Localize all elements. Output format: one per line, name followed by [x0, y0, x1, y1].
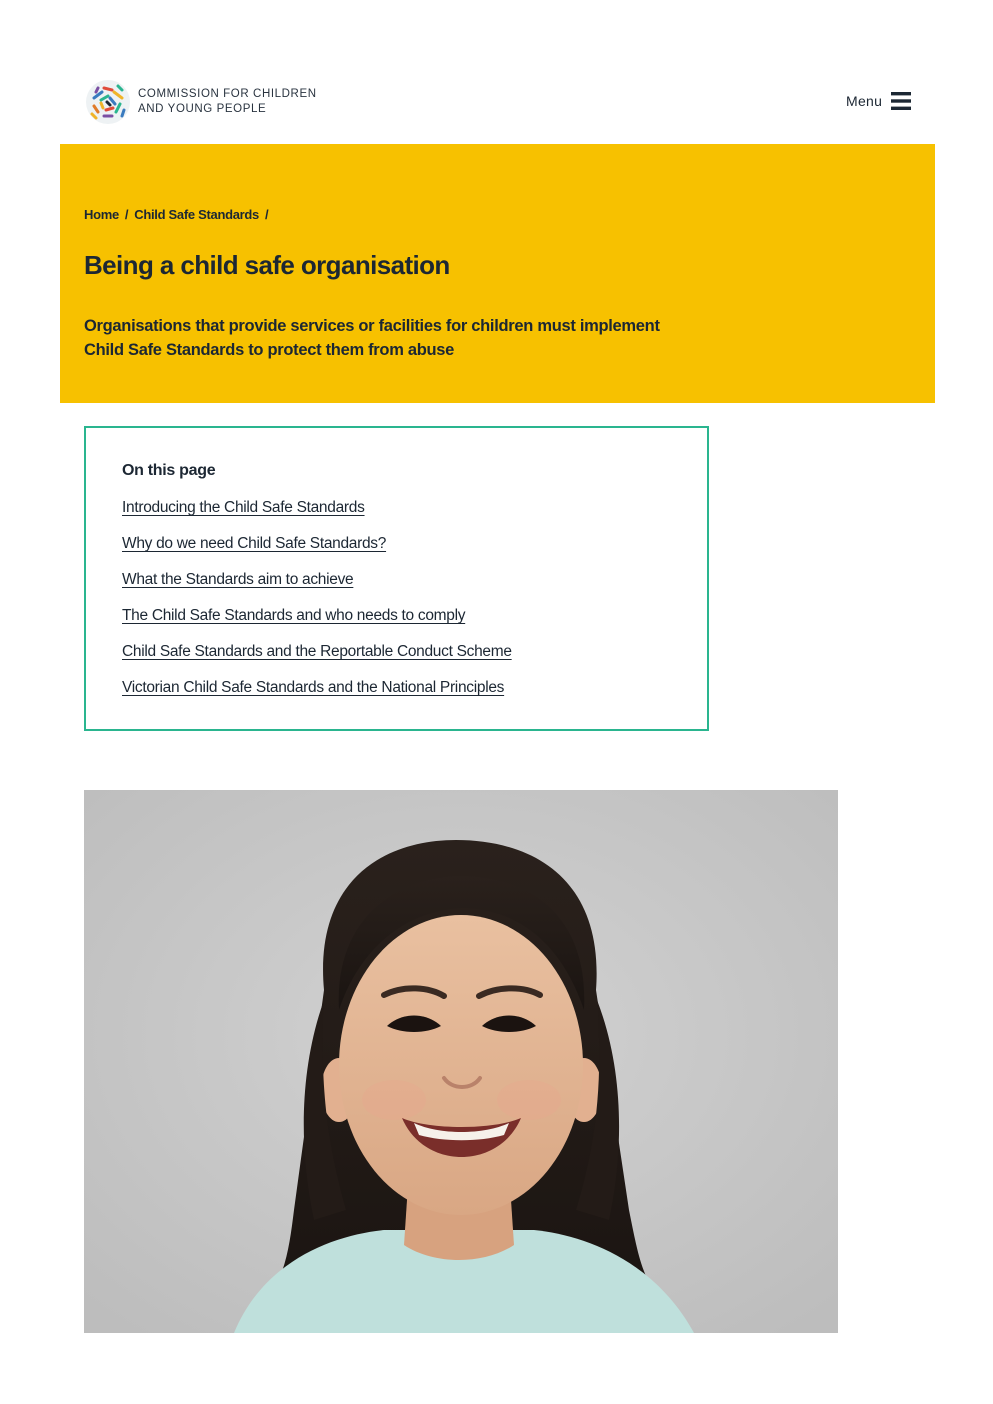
logo-text-line-1: COMMISSION FOR CHILDREN	[138, 88, 317, 100]
toc-link-reportable-conduct[interactable]: Child Safe Standards and the Reportable Conduct Scheme	[122, 643, 512, 660]
list-item	[122, 534, 512, 570]
list-item	[122, 678, 512, 714]
list-item	[122, 642, 512, 678]
site-logo-link[interactable]	[84, 78, 317, 126]
page-intro: Organisations that provide services or facilities for children must implement Child Safe Standards to protect them from abuse	[84, 317, 660, 359]
site-header	[0, 0, 993, 144]
page-title: Being a child safe organisation	[84, 250, 450, 280]
toc-link-national-principles[interactable]: Victorian Child Safe Standards and the National Principles	[122, 679, 505, 696]
toc-link-why-needed[interactable]: Why do we need Child Safe Standards?	[122, 535, 387, 552]
breadcrumb-separator: /	[264, 207, 269, 222]
toc-link-introducing[interactable]: Introducing the Child Safe Standards	[122, 499, 365, 516]
on-this-page-list	[122, 498, 512, 714]
mosaic-logo-icon	[84, 78, 132, 126]
logo-text-line-2: AND YOUNG PEOPLE	[138, 103, 267, 115]
toc-link-aims[interactable]: What the Standards aim to achieve	[122, 571, 354, 588]
menu-label: Menu	[846, 93, 883, 109]
logo-text	[138, 87, 317, 117]
list-item	[122, 606, 512, 642]
hero-photo-smiling-girl	[84, 790, 838, 1333]
on-this-page-box	[84, 426, 709, 731]
breadcrumb-child-safe-standards-link[interactable]: Child Safe Standards	[134, 207, 259, 222]
photo-illustration	[84, 790, 838, 1333]
list-item	[122, 498, 512, 534]
breadcrumb-separator: /	[124, 207, 129, 222]
breadcrumb	[84, 207, 274, 222]
hero-banner	[60, 144, 935, 403]
hamburger-icon	[891, 91, 911, 111]
toc-link-who-complies[interactable]: The Child Safe Standards and who needs to comply	[122, 607, 466, 624]
on-this-page-title: On this page	[122, 462, 216, 479]
list-item	[122, 570, 512, 606]
menu-button[interactable]	[846, 91, 911, 111]
breadcrumb-home-link[interactable]: Home	[84, 207, 119, 222]
